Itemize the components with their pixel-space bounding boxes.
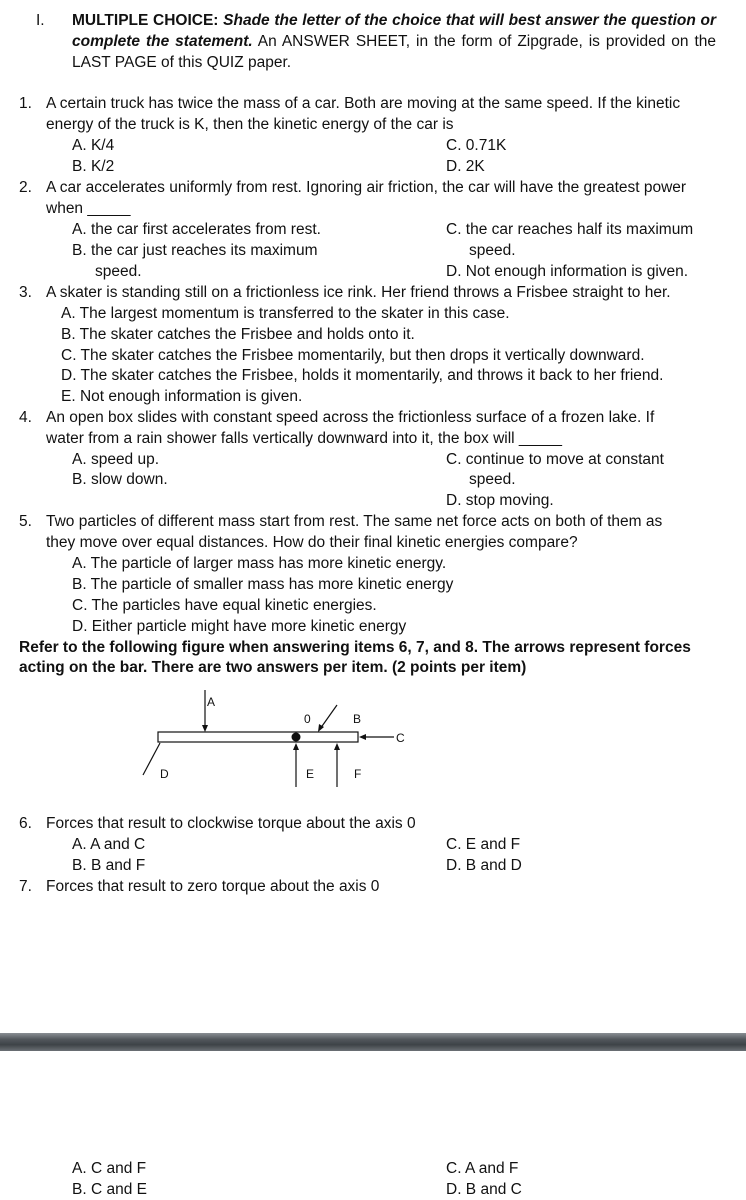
label-d: D (160, 767, 169, 781)
question-1-choice-d: D. 2K (446, 158, 485, 175)
question-2-choice-c-line1: C. the car reaches half its maximum (446, 221, 694, 238)
question-4-number: 4. (19, 409, 32, 426)
bar (158, 732, 358, 742)
question-4-choice-b: B. slow down. (72, 471, 168, 488)
question-7-number: 7. (19, 878, 32, 895)
question-5-choice-c: C. The particles have equal kinetic energies. (72, 597, 377, 614)
question-7-choice-b: B. C and E (72, 1181, 147, 1198)
question-1-number: 1. (19, 95, 32, 112)
question-7-stem: Forces that result to zero torque about the axis 0 (46, 878, 380, 895)
question-3-number: 3. (19, 284, 32, 301)
question-6-choice-a: A. A and C (72, 836, 146, 853)
question-6-choice-d: D. B and D (446, 857, 522, 874)
question-5-number: 5. (19, 513, 32, 530)
question-4-stem-line2: water from a rain shower falls vertically downward into it, the box will _____ (46, 430, 563, 447)
question-4-choice-a: A. speed up. (72, 451, 160, 468)
question-1-choice-b: B. K/2 (72, 158, 115, 175)
section-heading (72, 10, 716, 73)
heading-instruction: Shade the letter of the choice that will best answer the question or complete the statement. (72, 12, 716, 50)
question-3-choice-d: D. The skater catches the Frisbee, holds it momentarily, and throws it back to her friend. (61, 367, 664, 384)
question-5-choice-b: B. The particle of smaller mass has more kinetic energy (72, 576, 454, 593)
question-5-stem-line1: Two particles of different mass start from rest. The same net force acts on both of them as (46, 513, 663, 530)
question-4-choice-d: D. stop moving. (446, 492, 554, 509)
heading-label: MULTIPLE CHOICE: (72, 12, 219, 29)
question-3-choice-e: E. Not enough information is given. (61, 388, 303, 405)
question-7-choice-d: D. B and C (446, 1181, 522, 1198)
force-d-arrow (143, 743, 160, 775)
question-2-choice-d: D. Not enough information is given. (446, 263, 689, 280)
question-3-stem: A skater is standing still on a frictionless ice rink. Her friend throws a Frisbee straight to her. (46, 284, 671, 301)
label-o: 0 (304, 712, 311, 726)
figure-instruction-line2: acting on the bar. There are two answers per item. (2 points per item) (19, 659, 527, 676)
question-1-choice-c: C. 0.71K (446, 137, 507, 154)
question-6-number: 6. (19, 815, 32, 832)
question-4-stem-line1: An open box slides with constant speed across the frictionless surface of a frozen lake. If (46, 409, 655, 426)
force-c-arrow (359, 734, 394, 740)
question-3-choice-c: C. The skater catches the Frisbee momentarily, but then drops it vertically downward. (61, 347, 645, 364)
question-2-choice-b-line2: speed. (95, 263, 142, 280)
question-1-stem-line1: A certain truck has twice the mass of a car. Both are moving at the same speed. If the kinetic (46, 95, 681, 112)
question-7-choice-a: A. C and F (72, 1160, 147, 1177)
question-3-choice-a: A. The largest momentum is transferred to the skater in this case. (61, 305, 510, 322)
question-5-choice-a: A. The particle of larger mass has more kinetic energy. (72, 555, 447, 572)
page-break-divider (0, 1033, 746, 1051)
label-e: E (306, 767, 315, 781)
question-4-choice-c-line2: speed. (469, 471, 516, 488)
question-7-choice-c: C. A and F (446, 1160, 519, 1177)
question-5-stem-line2: they move over equal distances. How do their final kinetic energies compare? (46, 534, 578, 551)
label-c: C (396, 731, 405, 745)
axis-point (292, 733, 301, 742)
question-2-stem-line1: A car accelerates uniformly from rest. Ignoring air friction, the car will have the greatest power (46, 179, 687, 196)
question-6-choice-b: B. B and F (72, 857, 146, 874)
question-6-choice-c: C. E and F (446, 836, 521, 853)
question-1-choice-a: A. K/4 (72, 137, 115, 154)
heading-note: An ANSWER SHEET, in the form of Zipgrade, is provided on the LAST PAGE of this QUIZ paper. (72, 33, 716, 71)
question-5-choice-d: D. Either particle might have more kinetic energy (72, 618, 407, 635)
question-6-stem: Forces that result to clockwise torque about the axis 0 (46, 815, 416, 832)
question-2-choice-c-line2: speed. (469, 242, 516, 259)
question-2-number: 2. (19, 179, 32, 196)
question-2-choice-b-line1: B. the car just reaches its maximum (72, 242, 318, 259)
question-3-choice-b: B. The skater catches the Frisbee and holds onto it. (61, 326, 415, 343)
force-b-arrow (318, 705, 337, 732)
section-number: I. (36, 12, 45, 29)
label-b: B (353, 712, 362, 726)
label-a: A (207, 695, 216, 709)
force-diagram (0, 685, 746, 795)
question-1-stem-line2: energy of the truck is K, then the kinetic energy of the car is (46, 116, 454, 133)
question-4-choice-c-line1: C. continue to move at constant (446, 451, 664, 468)
label-f: F (354, 767, 362, 781)
force-f-arrow (334, 743, 340, 787)
force-e-arrow (293, 743, 299, 787)
question-2-stem-line2: when _____ (46, 200, 131, 217)
figure-instruction-line1: Refer to the following figure when answering items 6, 7, and 8. The arrows represent forces (19, 639, 691, 656)
question-2-choice-a: A. the car first accelerates from rest. (72, 221, 321, 238)
